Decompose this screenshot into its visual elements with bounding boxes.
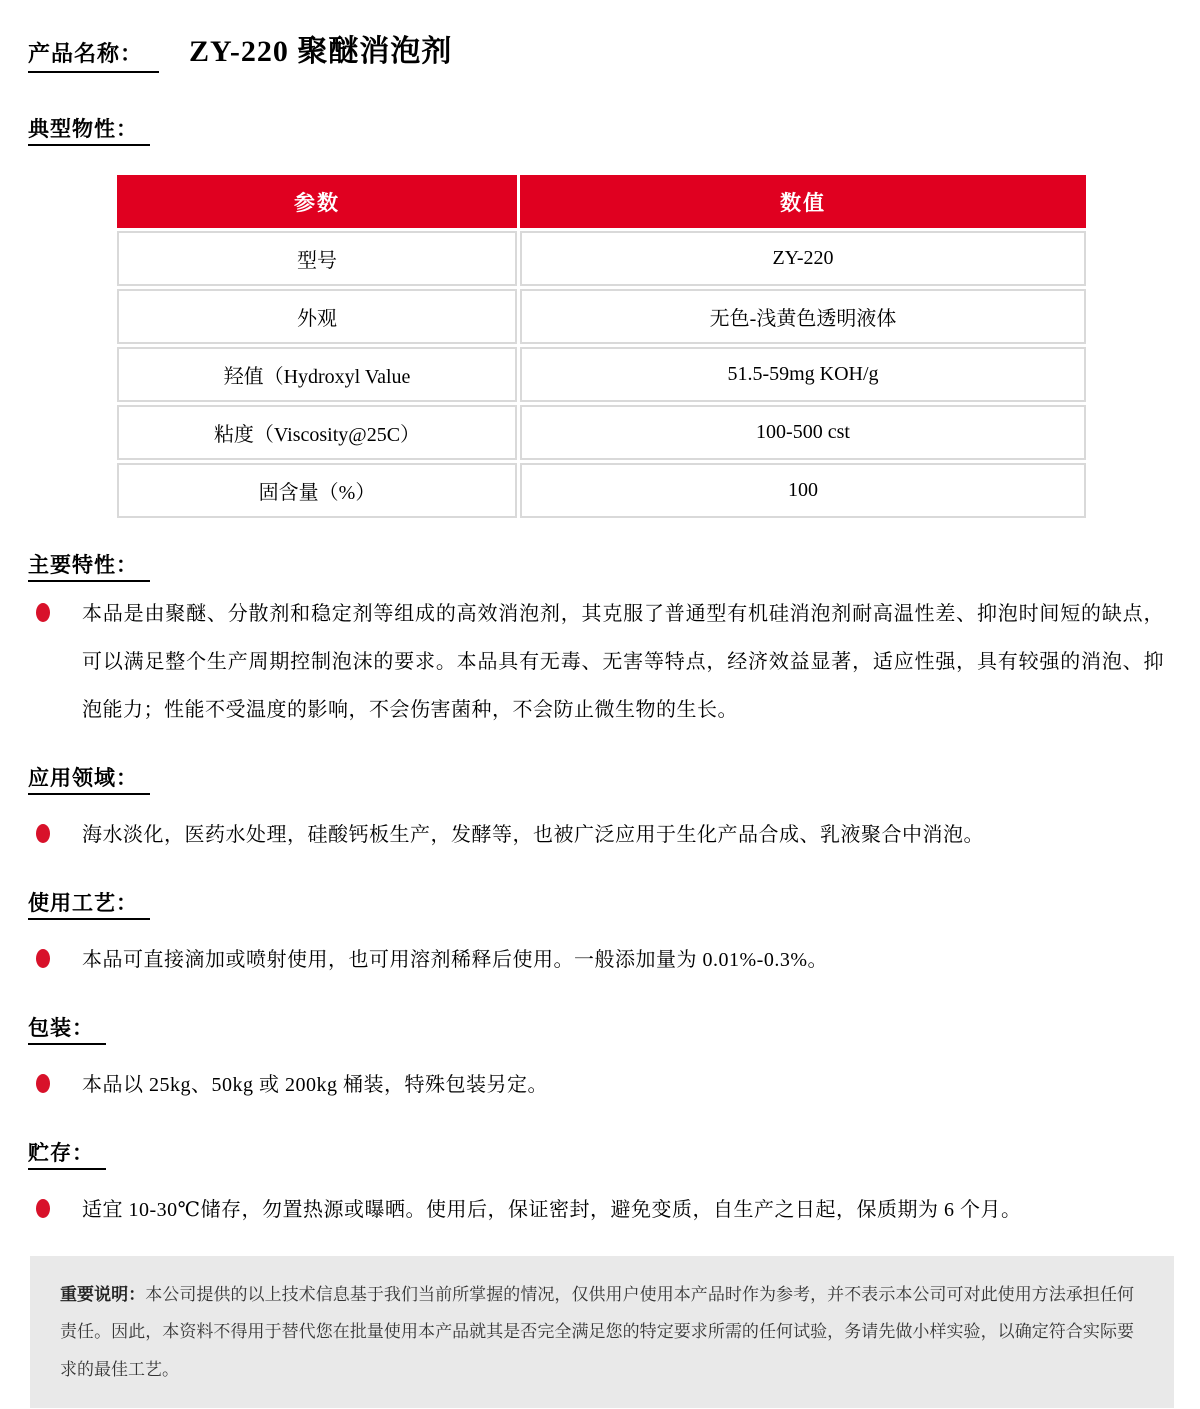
usage-bullet-item [36, 936, 1164, 984]
table-row [117, 405, 1086, 460]
heading-row-applications [28, 734, 1164, 795]
cell-param-appearance: 外观 [117, 289, 517, 344]
cell-value-appearance: 无色-浅黄色透明液体 [520, 289, 1086, 344]
storage-text: 适宜 10-30℃储存，勿置热源或曝晒。使用后，保证密封，避免变质，自生产之日起，保质期为 6 个月。 [82, 1199, 1022, 1221]
features-text: 本品是由聚醚、分散剂和稳定剂等组成的高效消泡剂，其克服了普通型有机硅消泡剂耐高温性差、抑泡时间短的缺点，可以满足整个生产周期控制泡沫的要求。本品具有无毒、无害等特点，经济效益显著，适应性强，具有较强的消泡、抑泡能力；性能不受温度的影响，不会伤害菌种，不会防止微生物的生长。 [82, 603, 1164, 721]
table-row [117, 231, 1086, 286]
storage-bullet-item [36, 1186, 1164, 1234]
notice-text: 本公司提供的以上技术信息基于我们当前所掌握的情况，仅供用户使用本产品时作为参考，并不表示本公司可对此使用方法承担任何责任。因此，本资料不得用于替代您在批量使用本产品就其是否完全满足您的特定要求所需的任何试验，务请先做小样实验，以确定符合实际要求的最佳工艺。 [60, 1285, 1135, 1379]
column-header-value: 数值 [520, 175, 1086, 228]
cell-param-viscosity: 粘度（Viscosity@25C） [117, 405, 517, 460]
cell-value-solid-content: 100 [520, 463, 1086, 518]
section-heading-storage: 贮存： [28, 1143, 106, 1170]
bullet-icon [36, 603, 50, 622]
section-heading-features: 主要特性： [28, 555, 150, 582]
heading-row-properties [28, 73, 1164, 146]
title-row [28, 26, 1164, 73]
heading-row-packaging [28, 984, 1164, 1045]
product-title: ZY-220 聚醚消泡剂 [189, 35, 453, 68]
packaging-text: 本品以 25kg、50kg 或 200kg 桶装，特殊包装另定。 [82, 1074, 548, 1096]
features-bullet-item [36, 590, 1164, 734]
bullet-icon [36, 1074, 50, 1093]
cell-param-solid-content: 固含量（%） [117, 463, 517, 518]
section-heading-usage: 使用工艺： [28, 893, 150, 920]
bullet-icon [36, 1199, 50, 1218]
table-header-row [117, 175, 1086, 228]
heading-row-usage [28, 859, 1164, 920]
cell-value-hydroxyl: 51.5-59mg KOH/g [520, 347, 1086, 402]
cell-value-viscosity: 100-500 cst [520, 405, 1086, 460]
column-header-parameter: 参数 [117, 175, 517, 228]
cell-value-model: ZY-220 [520, 231, 1086, 286]
heading-row-features [28, 521, 1164, 582]
section-heading-applications: 应用领域： [28, 768, 150, 795]
applications-text: 海水淡化，医药水处理，硅酸钙板生产，发酵等，也被广泛应用于生化产品合成、乳液聚合中消泡。 [82, 824, 984, 846]
cell-param-hydroxyl: 羟值（Hydroxyl Value [117, 347, 517, 402]
table-row [117, 463, 1086, 518]
table-row [117, 289, 1086, 344]
heading-row-storage [28, 1109, 1164, 1170]
table-row [117, 347, 1086, 402]
packaging-bullet-item [36, 1061, 1164, 1109]
usage-text: 本品可直接滴加或喷射使用，也可用溶剂稀释后使用。一般添加量为 0.01%-0.3%。 [82, 949, 828, 971]
bullet-icon [36, 949, 50, 968]
bullet-icon [36, 824, 50, 843]
properties-table [114, 172, 1089, 521]
notice-label: 重要说明： [60, 1285, 146, 1304]
cell-param-model: 型号 [117, 231, 517, 286]
product-name-label: 产品名称： [28, 37, 159, 73]
section-heading-typical-properties: 典型物性： [28, 119, 150, 146]
applications-bullet-item [36, 811, 1164, 859]
important-notice-box [30, 1256, 1174, 1408]
section-heading-packaging: 包装： [28, 1018, 106, 1045]
